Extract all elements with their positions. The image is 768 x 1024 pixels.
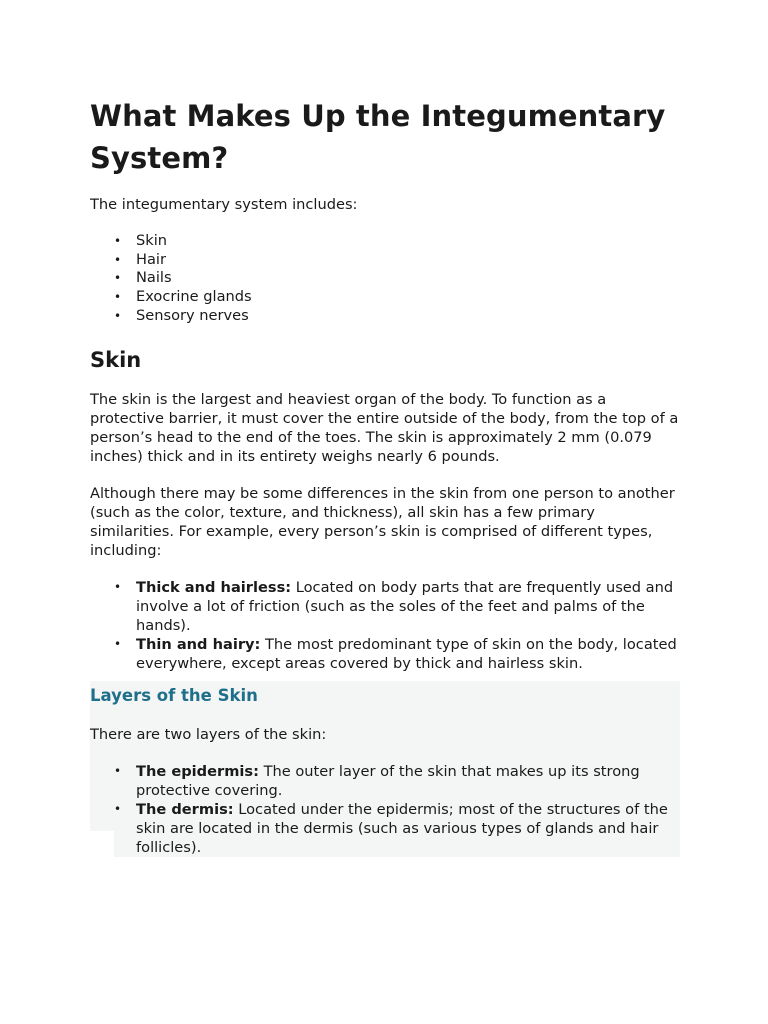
skin-type-term: Thin and hairy: [136,635,261,653]
layer-desc: The outer layer of the skin that makes up its strong protective covering. [136,762,640,799]
bullet-icon: • [114,763,122,778]
layers-list [90,762,680,857]
list-item [114,250,680,270]
list-item [114,635,680,673]
list-item [114,800,680,857]
layers-intro: There are two layers of the skin: [90,725,327,743]
box-corner-gap [90,831,114,861]
layers-heading: Layers of the Skin [90,685,258,705]
bullet-icon: • [114,801,122,816]
bullet-icon: • [114,579,122,594]
page-title: What Makes Up the Integumentary System? [90,99,666,175]
skin-paragraph-2: Although there may be some differences in the skin from one person to another (such as the color, texture, and thickness), all skin has a few primary similarities. For example, every person’s skin is comprised of different types, including: [90,484,675,559]
skin-type-desc: Located on body parts that are frequently used and involve a lot of friction (such as the soles of the feet and palms of the hands). [136,578,674,634]
list-item-label: Skin [136,232,168,249]
layer-desc: Located under the epidermis; most of the structures of the skin are located in the dermis (such as various types of glands and hair follicles). [136,800,668,856]
skin-heading: Skin [90,347,142,372]
intro-text: The integumentary system includes: [90,196,358,213]
article [90,95,680,857]
skin-types-list [90,578,680,673]
bullet-icon: • [114,308,122,323]
bullet-icon: • [114,234,122,248]
bullet-icon: • [114,252,122,267]
skin-type-desc: The most predominant type of skin on the body, located everywhere, except areas covered by thick and hairless skin. [136,635,677,672]
bullet-icon: • [114,290,122,305]
list-item [114,306,680,326]
list-item [114,232,680,251]
layer-term: The dermis: [136,800,234,818]
list-item [114,288,680,307]
list-item-label: Exocrine glands [136,288,252,306]
skin-type-term: Thick and hairless: [136,578,292,596]
components-list [90,232,680,326]
list-item-label: Hair [136,250,166,268]
list-item [114,269,680,288]
bullet-icon: • [114,271,122,286]
list-item [114,762,680,800]
layer-term: The epidermis: [136,762,259,780]
layers-section [90,681,680,857]
bullet-icon: • [114,636,122,651]
list-item [114,578,680,635]
list-item-label: Sensory nerves [136,306,249,324]
list-item-label: Nails [136,269,172,287]
skin-paragraph-1: The skin is the largest and heaviest organ of the body. To function as a protective barrier, it must cover the entire outside of the body, from the top of a person’s head to the end of the toes. The skin is approximately 2 mm (0.079 inches) thick and in its entirety weighs nearly 6 pounds. [90,390,679,465]
